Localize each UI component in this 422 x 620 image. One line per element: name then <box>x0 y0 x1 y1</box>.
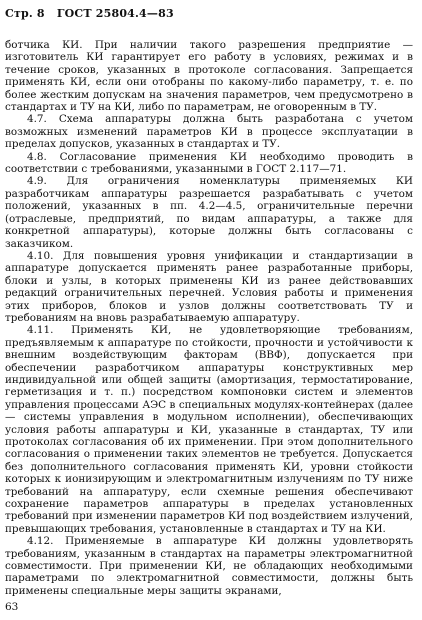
paragraph-4-8: 4.8. Согласование применения КИ необходимо проводить в соответствии с требованиями, указанными в ГОСТ 2.117—71. <box>5 150 413 176</box>
paragraph-4-12: 4.12. Применяемые в аппаратуре КИ должны удовлетворять требованиям, указанным в стандартах на параметры электромагнитной совместимости. При применении КИ, не обладающих необходимыми параметрами по электромагнитной совместимости, должны быть применены специальные меры защиты экранами, <box>5 535 413 597</box>
paragraph-4-11: 4.11. Применять КИ, не удовлетворяющие требованиям, предъявляемым к аппаратуре по стойкости, прочности и устойчивости к внешним воздействующим факторам (ВВФ), допускается при обеспечении разработчиком аппаратуры конструктивных мер индивидуальной или общей защиты (амортизация, термостатирование, герметизация и т. п.) посредством компоновки систем и элементов управления процессами АЭС в специальных модулях-контейнерах (далее — системы управления в модульном исполнении), обеспечивающих условия работы аппаратуры и КИ, указанные в стандартах, ТУ или протоколах согласования об их применении. При этом дополнительного согласования о применении таких элементов не требуется. Допускается без дополнительного согласования применять КИ, уровни стойкости которых к ионизирующим и электромагнитным излучениям по ТУ ниже требований на аппаратуру, если схемные решения обеспечивают сохранение параметров аппаратуры в пределах установленных требований при изменении параметров КИ под воздействием излучений, превышающих требования, установленные в стандартах и ТУ на КИ. <box>5 324 413 535</box>
paragraph-4-10: 4.10. Для повышения уровня унификации и стандартизации в аппаратуре допускается применять ранее разработанные приборы, блоки и узлы, в которых применены КИ из ранее действовавших редакций ограничительных перечней. Условия работы и применения этих приборов, блоков и узлов должны соответствовать ТУ и требованиям на вновь разрабатываемую аппаратуру. <box>5 249 413 324</box>
page-number: 63 <box>5 601 19 613</box>
page-label: Стр. 8 <box>5 7 45 20</box>
paragraph-4-9: 4.9. Для ограничения номенклатуры применяемых КИ разработчикам аппаратуры разрешается разрабатывать с учетом положений, указанных в пп. 4.2—4.5, ограничительные перечни (отраслевые, предприятий, по видам аппаратуры, а также для конкретной аппаратуры), которые должны быть согласованы с заказчиком. <box>5 175 413 250</box>
document-body <box>5 39 413 597</box>
paragraph-4-7: 4.7. Схема аппаратуры должна быть разработана с учетом возможных изменений параметров КИ в процессе эксплуатации в пределах допусков, указанных в стандартах и ТУ. <box>5 113 413 151</box>
standard-designation: ГОСТ 25804.4—83 <box>56 7 174 20</box>
paragraph-continuation: ботчика КИ. При наличии такого разрешения предприятие — изготовитель КИ гарантирует его работу в условиях, режимах и в течение сроков, указанных в протоколе согласования. Запрещается применять КИ, если они отобраны по какому-либо параметру, т. е. по более жестким допускам на значения параметров, чем предусмотрено в стандартах и ТУ на КИ, либо по параметрам, не оговоренным в ТУ. <box>5 39 413 114</box>
page-header <box>5 7 405 20</box>
